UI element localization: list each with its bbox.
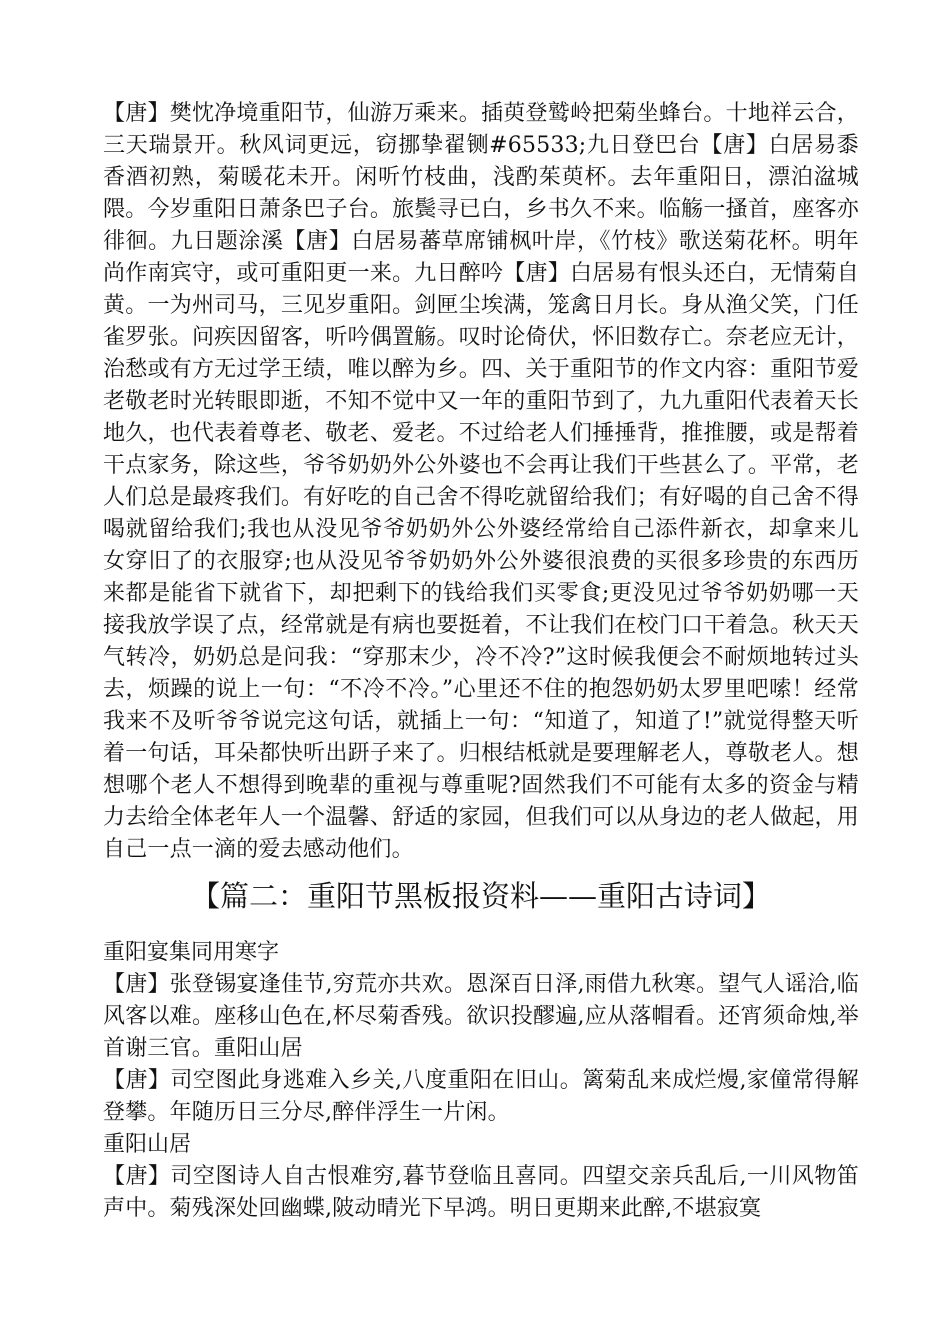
- poem-title: 重阳宴集同用寒字: [103, 940, 280, 965]
- poem-title: 重阳山居: [103, 1132, 192, 1157]
- poem-body: 【唐】司空图诗人自古恨难穷,暮节登临且喜同。四望交亲兵乱后,一川风物笛声中。菊残深处回幽蝶,陂动晴光下早鸿。明日更期来此醉,不堪寂寞: [103, 1164, 859, 1221]
- poem-body: 【唐】张登锡宴逢佳节,穷荒亦共欢。恩深百日泽,雨借九秋寒。望气人谣洽,临风客以难。座移山色在,杯尽菊香残。欲识投醪遍,应从落帽看。还宵须命烛,举首谢三官。重阳山居: [103, 972, 859, 1061]
- section-heading: 【篇二：重阳节黑板报资料——重阳古诗词】: [190, 879, 771, 913]
- poem-body: 【唐】司空图此身逃难入乡关,八度重阳在旧山。篱菊乱来成烂熳,家僮常得解登攀。年随历日三分尽,醉伴浮生一片闲。: [103, 1068, 859, 1125]
- body-paragraph: 【唐】樊忱净境重阳节，仙游万乘来。插萸登鹫岭把菊坐蜂台。十地祥云合，三天瑞景开。秋风词更远，窃挪挚翟铡#65533;九日登巴台【唐】白居易黍香酒初熟，菊暖花未开。闲听竹枝曲，浅酌茱萸杯。去年重阳日，漂泊湓城隈。今岁重阳日萧条巴子台。旅鬓寻已白，乡书久不来。临觞一搔首，座客亦徘徊。九日题涂溪【唐】白居易蕃草席铺枫叶岸，《竹枝》歌送菊花杯。明年尚作南宾守，或可重阳更一来。九日醉吟【唐】白居易有恨头还白，无情菊自黄。一为州司马，三见岁重阳。剑匣尘埃满，笼禽日月长。身从渔父笑，门任雀罗张。问疾因留客，听吟偶置觞。叹时论倚伏，怀旧数存亡。奈老应无计，治愁或有方无过学王绩，唯以醉为乡。四、关于重阳节的作文内容：重阳节爱老敬老时光转眼即逝，不知不觉中又一年的重阳节到了，九九重阳代表着天长地久，也代表着尊老、敬老、爱老。不过给老人们捶捶背，推推腰，或是帮着干点家务，除这些，爷爷奶奶外公外婆也不会再让我们干些甚么了。平常，老人们总是最疼我们。有好吃的自己舍不得吃就留给我们；有好喝的自己舍不得喝就留给我们;我也从没见爷爷奶奶外公外婆经常给自己添件新衣，却拿来儿女穿旧了的衣服穿;也从没见爷爷奶奶外公外婆很浪费的买很多珍贵的东西历来都是能省下就省下，却把剩下的钱给我们买零食;更没见过爷爷奶奶哪一天接我放学误了点，经常就是有病也要挺着，不让我们在校门口干着急。秋天天气转冷，奶奶总是问我：“穿那末少，冷不冷?”这时候我便会不耐烦地转过头去，烦躁的说上一句：“不冷不冷。”心里还不住的抱怨奶奶太罗里吧嗦！经常我来不及听爷爷说完这句话，就插上一句：“知道了，知道了!”就觉得整天听着一句话，耳朵都快听出趼子来了。归根结柢就是要理解老人，尊敬老人。想想哪个老人不想得到晚辈的重视与尊重呢?固然我们不可能有太多的资金与精力去给全体老年人一个温馨、舒适的家园，但我们可以从身边的老人做起，用自己一点一滴的爱去感动他们。: [103, 101, 859, 862]
